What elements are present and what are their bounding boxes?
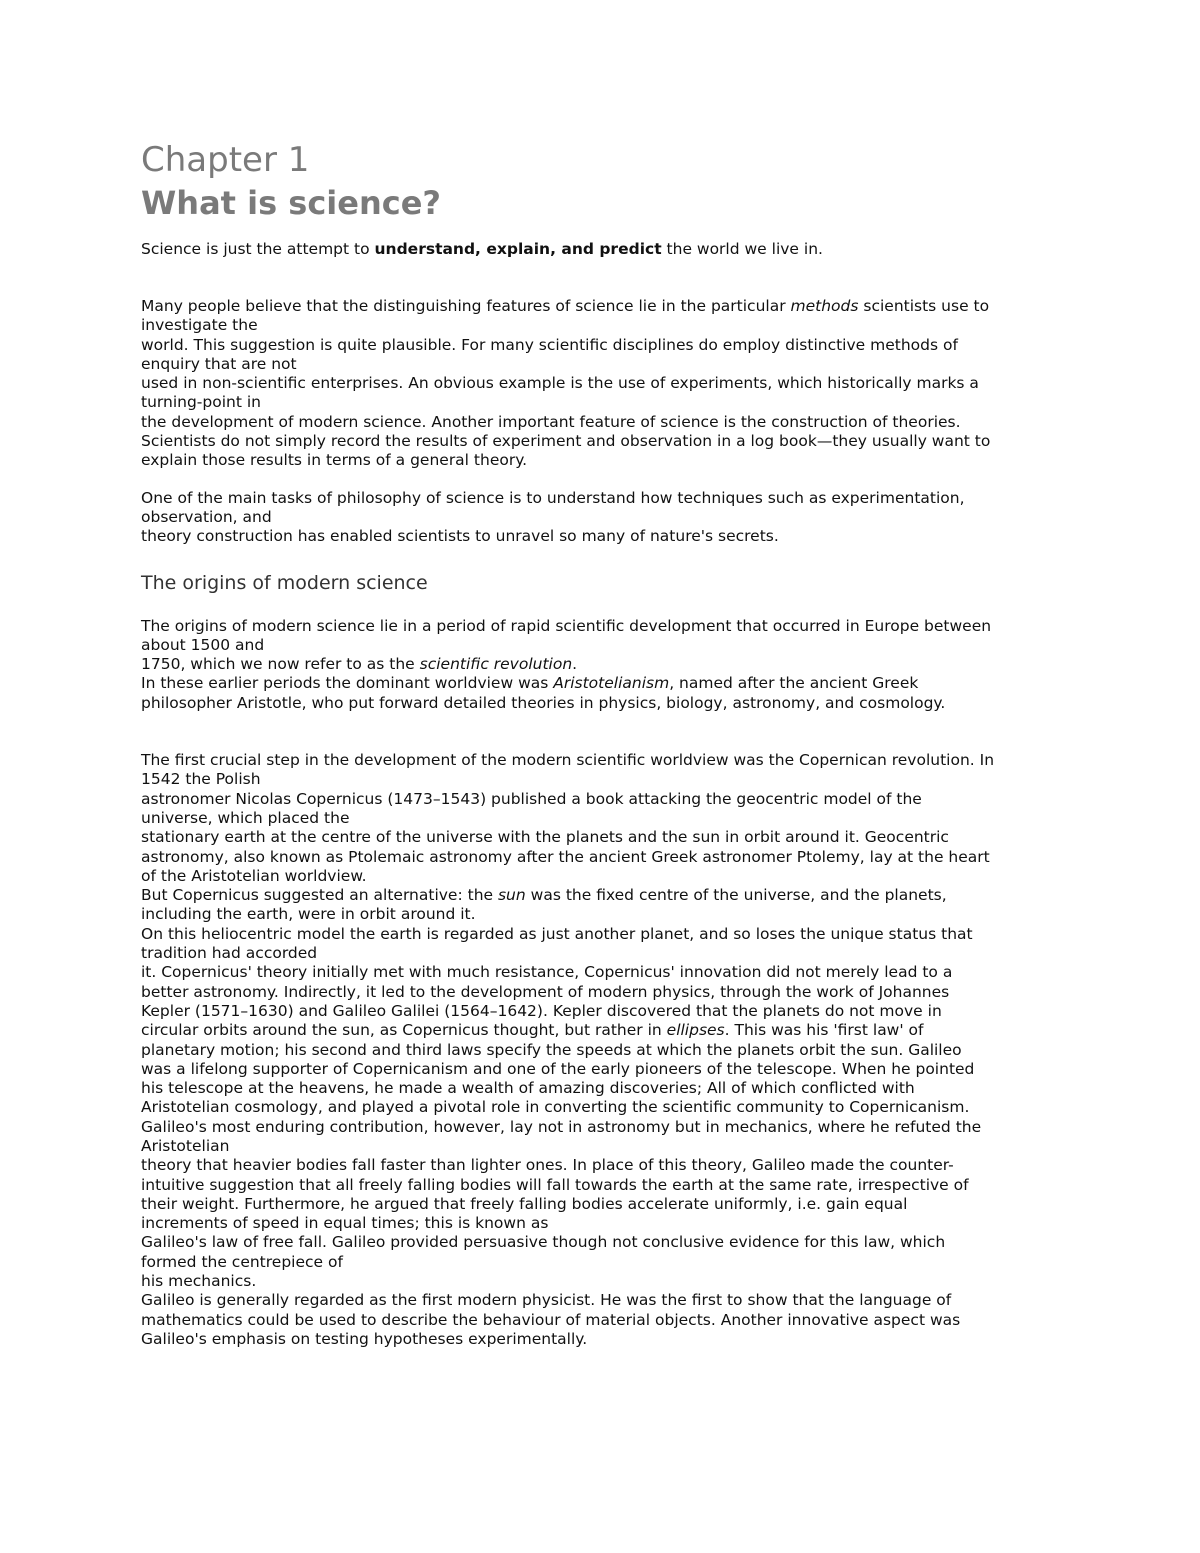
text-line: Galileo's law of free fall. Galileo provided persuasive though not conclusive evidence for this law, which <box>141 1233 946 1252</box>
section-heading: The origins of modern science <box>141 571 428 594</box>
chapter-title: What is science? <box>141 184 441 222</box>
paragraph-origins <box>141 617 1066 713</box>
text-line: circular orbits around the sun, as Copernicus thought, but rather in ellipses. This was his 'first law' of <box>141 1021 924 1040</box>
text-line: his mechanics. <box>141 1272 257 1291</box>
emphasis-scientific-revolution: scientific revolution <box>419 655 573 674</box>
text-line: increments of speed in equal times; this is known as <box>141 1214 549 1233</box>
text-line: But Copernicus suggested an alternative: the sun was the fixed centre of the universe, and the planets, <box>141 886 947 905</box>
text-line: enquiry that are not <box>141 354 297 373</box>
intro-paragraph <box>141 239 1066 259</box>
text-line: Aristotelian cosmology, and played a pivotal role in converting the scientific community to Copernicanism. <box>141 1098 970 1117</box>
emphasis-aristotelianism: Aristotelianism <box>553 674 670 693</box>
paragraph-copernican <box>141 751 1066 1349</box>
text-line: planetary motion; his second and third laws specify the speeds at which the planets orbit the sun. Galileo <box>141 1040 962 1059</box>
text-line: turning-point in <box>141 393 261 412</box>
text-line: observation, and <box>141 507 272 526</box>
text-line: mathematics could be used to describe the behaviour of material objects. Another innovative aspect was <box>141 1310 961 1329</box>
text-line: Many people believe that the distinguishing features of science lie in the particular methods scientists use to <box>141 297 990 315</box>
text-line: Galileo's most enduring contribution, however, lay not in astronomy but in mechanics, where he refuted the <box>141 1117 982 1136</box>
text-line: including the earth, were in orbit around it. <box>141 905 476 924</box>
text-line: better astronomy. Indirectly, it led to the development of modern physics, through the work of Johannes <box>141 982 950 1001</box>
text-line: investigate the <box>141 316 258 335</box>
text-line: Kepler (1571–1630) and Galileo Galilei (1564–1642). Kepler discovered that the planets do not move in <box>141 1001 942 1020</box>
intro-text-after: the world we live in. <box>661 240 823 258</box>
text-line: of the Aristotelian worldview. <box>141 866 367 885</box>
text-line: it. Copernicus' theory initially met with much resistance, Copernicus' innovation did not merely lead to a <box>141 963 953 982</box>
text-line: Galileo's emphasis on testing hypotheses experimentally. <box>141 1329 588 1348</box>
emphasis-methods: methods <box>790 297 859 315</box>
text-line: astronomer Nicolas Copernicus (1473–1543) published a book attacking the geocentric model of the <box>141 789 922 808</box>
text-line: 1542 the Polish <box>141 770 261 789</box>
paragraph-methods <box>141 297 1066 471</box>
text-line: their weight. Furthermore, he argued that freely falling bodies accelerate uniformly, i.e. gain equal <box>141 1194 908 1213</box>
intro-text-before: Science is just the attempt to <box>141 240 375 258</box>
document-body <box>141 140 1066 1349</box>
text-line: The first crucial step in the development of the modern scientific worldview was the Copernican revolution. In <box>141 751 995 770</box>
paragraph-philosophy <box>141 489 1066 547</box>
text-line: Galileo is generally regarded as the first modern physicist. He was the first to show that the language of <box>141 1291 952 1310</box>
text-line: the development of modern science. Another important feature of science is the construction of theories. <box>141 412 961 431</box>
text-line: formed the centrepiece of <box>141 1252 343 1271</box>
intro-bold-text: understand, explain, and predict <box>374 240 662 258</box>
chapter-label: Chapter 1 <box>141 140 310 180</box>
text-line: On this heliocentric model the earth is regarded as just another planet, and so loses the unique status that <box>141 924 973 943</box>
text-line: world. This suggestion is quite plausible. For many scientific disciplines do employ distinctive methods of <box>141 335 958 354</box>
text-line: One of the main tasks of philosophy of science is to understand how techniques such as experimentation, <box>141 488 965 507</box>
text-line: philosopher Aristotle, who put forward detailed theories in physics, biology, astronomy, and cosmology. <box>141 693 946 712</box>
text-line: theory that heavier bodies fall faster than lighter ones. In place of this theory, Galileo made the counter- <box>141 1156 954 1175</box>
text-line: his telescope at the heavens, he made a wealth of amazing discoveries; All of which conflicted with <box>141 1079 915 1098</box>
text-line: theory construction has enabled scientists to unravel so many of nature's secrets. <box>141 527 779 546</box>
text-line: 1750, which we now refer to as the scientific revolution. <box>141 655 578 674</box>
text-line: universe, which placed the <box>141 808 350 827</box>
text-line: used in non-scientific enterprises. An obvious example is the use of experiments, which historically marks a <box>141 374 979 393</box>
text-line: intuitive suggestion that all freely falling bodies will fall towards the earth at the same rate, irrespective of <box>141 1175 969 1194</box>
text-line: was a lifelong supporter of Copernicanism and one of the early pioneers of the telescope. When he pointed <box>141 1059 975 1078</box>
text-line: explain those results in terms of a general theory. <box>141 451 528 470</box>
text-line: about 1500 and <box>141 635 265 654</box>
text-line: astronomy, also known as Ptolemaic astronomy after the ancient Greek astronomer Ptolemy, lay at the heart <box>141 847 990 866</box>
text-line: Scientists do not simply record the results of experiment and observation in a log book—they usually want to <box>141 432 991 451</box>
text-line: stationary earth at the centre of the universe with the planets and the sun in orbit around it. Geocentric <box>141 828 949 847</box>
text-line: Aristotelian <box>141 1136 230 1155</box>
text-line: In these earlier periods the dominant worldview was Aristotelianism, named after the ancient Greek <box>141 674 919 693</box>
emphasis-sun: sun <box>497 886 526 905</box>
text-line: The origins of modern science lie in a period of rapid scientific development that occurred in Europe between <box>141 616 992 635</box>
text-line: tradition had accorded <box>141 944 318 963</box>
emphasis-ellipses: ellipses <box>666 1021 725 1040</box>
